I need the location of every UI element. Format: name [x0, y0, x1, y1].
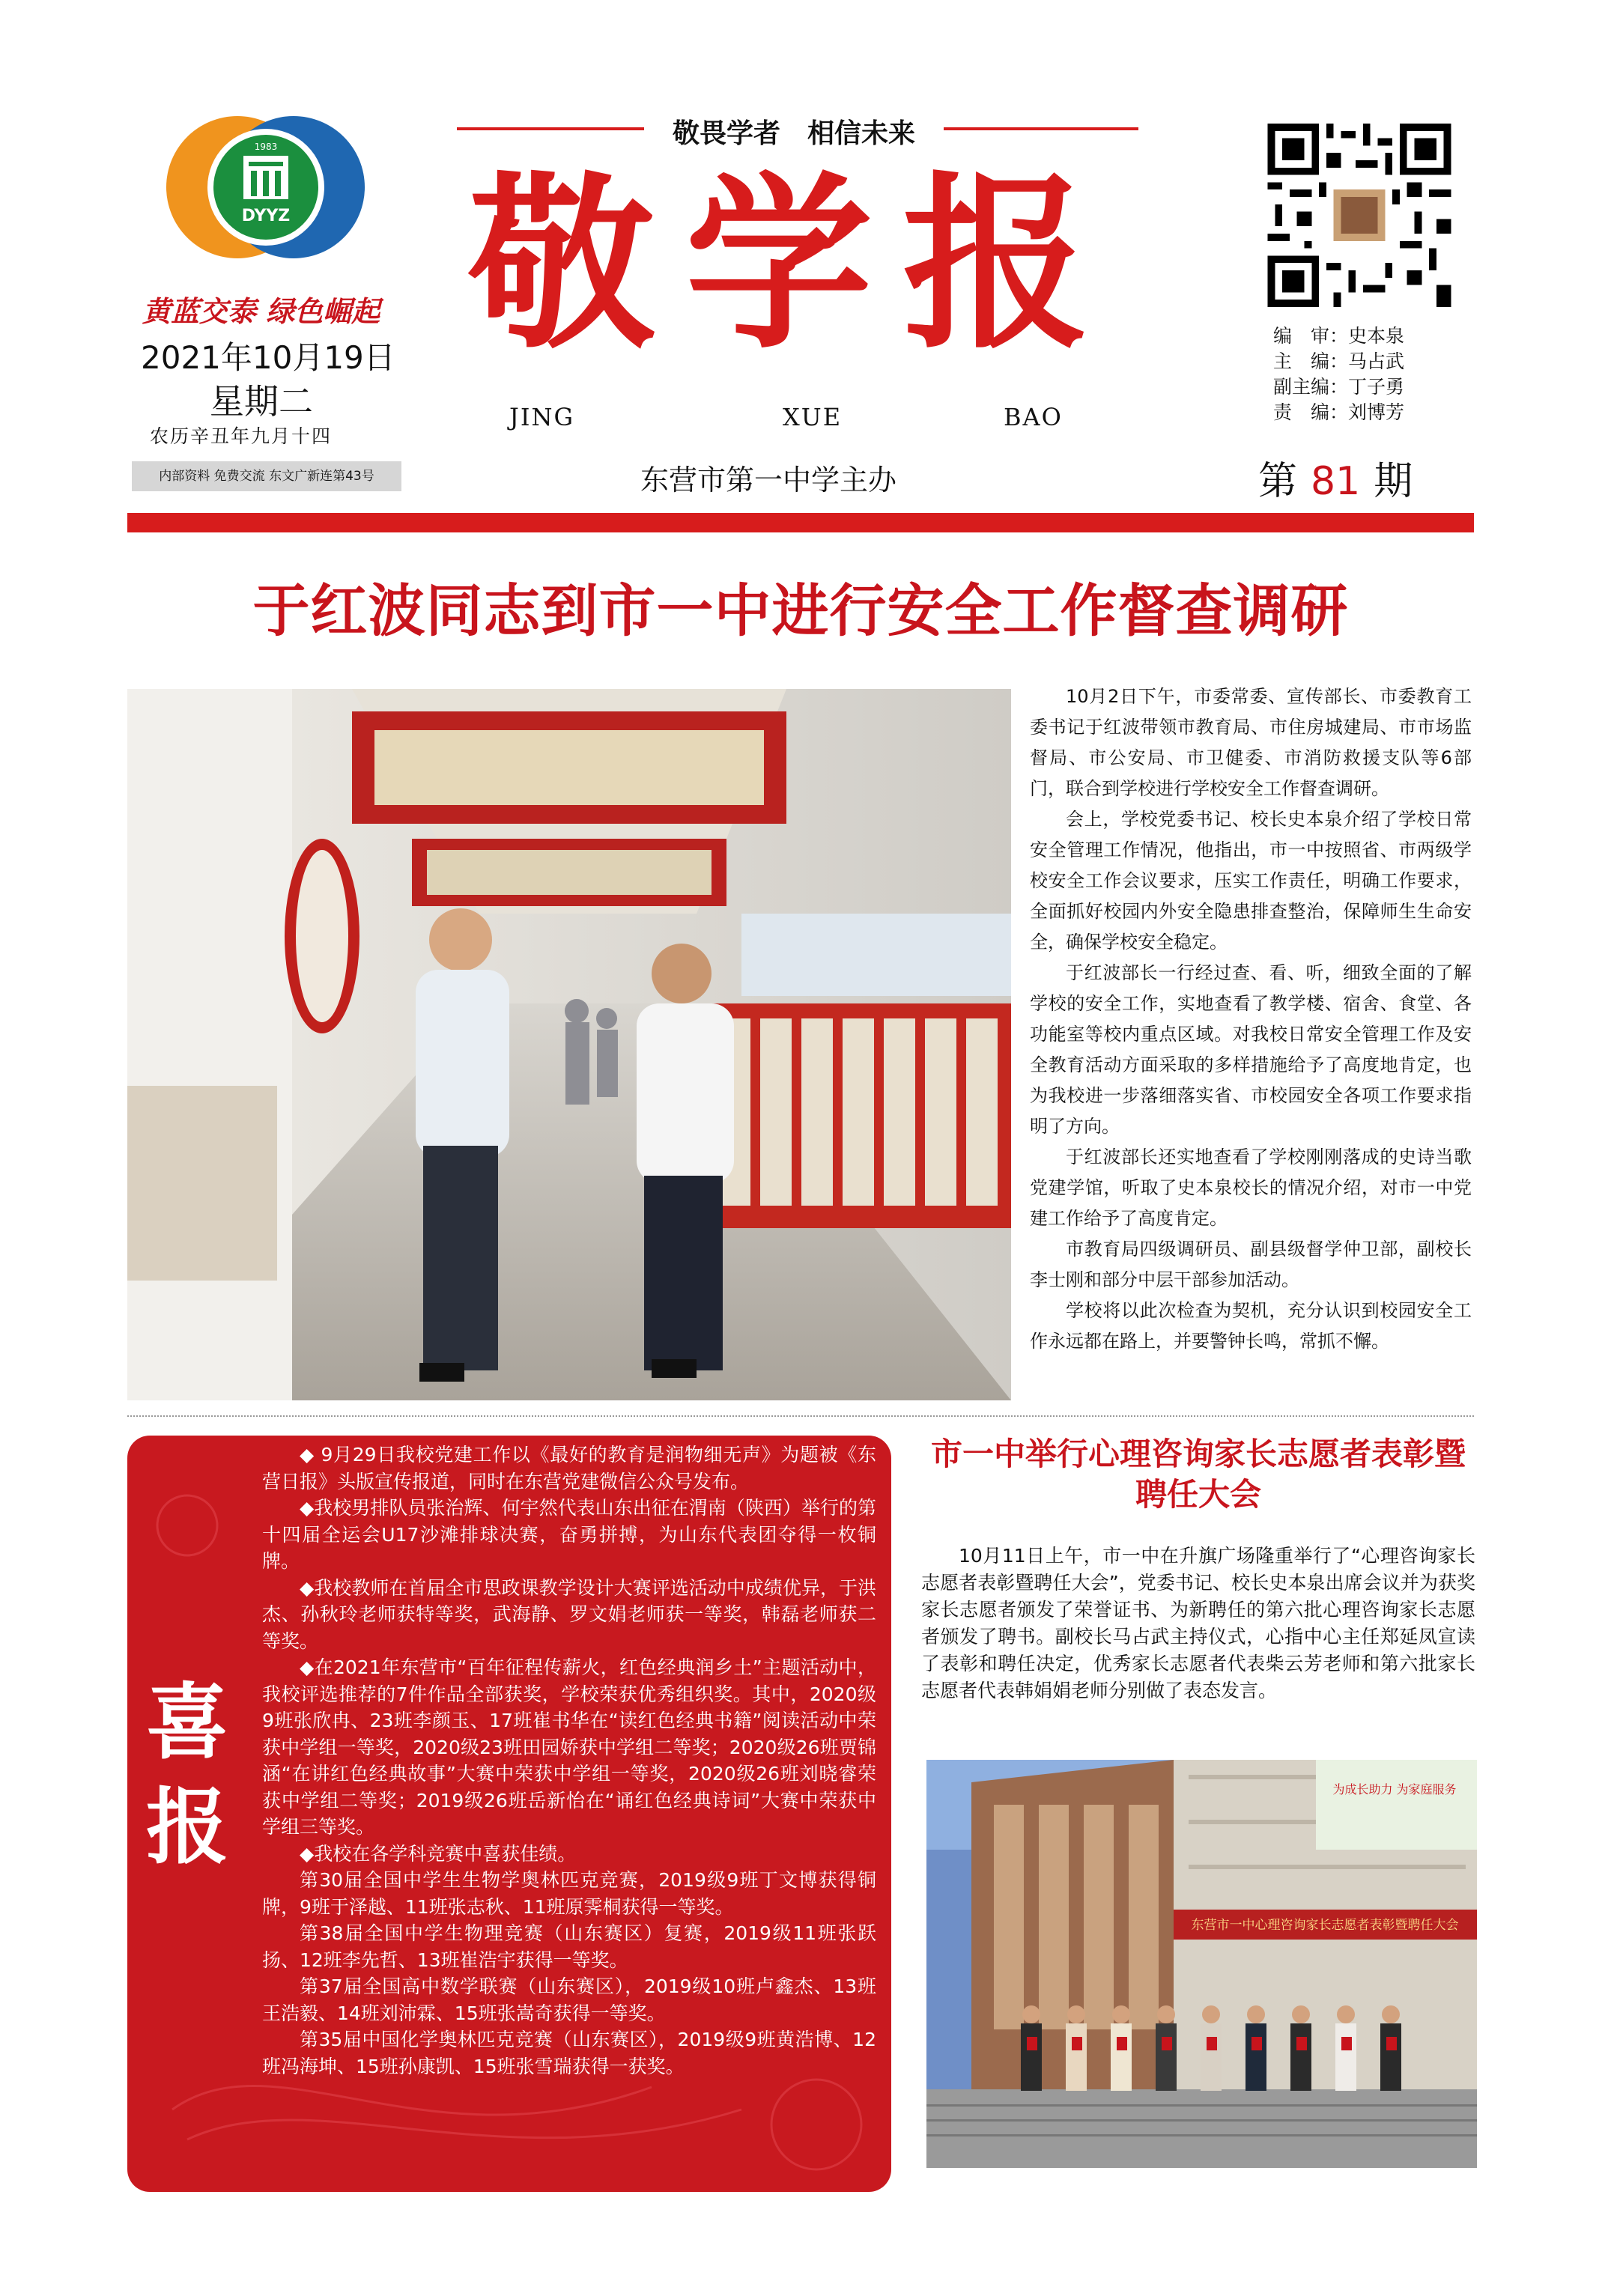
internal-note: 内部资料 免费交流 东文广新连第43号 — [132, 461, 401, 491]
pinyin-bao: BAO — [1004, 403, 1063, 431]
issue-suffix: 期 — [1374, 459, 1413, 504]
article2-title: 市一中举行心理咨询家长志愿者表彰暨聘任大会 — [930, 1436, 1466, 1513]
editor-chief: 主 编：马占武 — [1273, 350, 1405, 372]
person-left — [416, 908, 509, 1382]
editor-list — [1273, 324, 1404, 425]
person-right — [637, 944, 734, 1378]
issue-date: 2021年10月19日 — [141, 339, 395, 376]
issue-prefix: 第 — [1258, 459, 1298, 504]
photo-banner-text: 东营市一中心理咨询家长志愿者表彰暨聘任大会 — [1191, 1918, 1459, 1933]
good-news-item: 第30届全国中学生生物学奥林匹克竞赛，2019级9班丁文博获得铜牌，9班于泽越、11班张志秋、11班原霁桐获得一等奖。 — [262, 1869, 876, 1918]
good-news-item: ◆我校男排队员张治辉、何宇然代表山东出征在渭南（陕西）举行的第十四届全运会U17沙滩排球决赛，奋勇拼搏，为山东代表团夺得一枚铜牌。 — [262, 1497, 876, 1572]
ceremony-photo — [926, 1760, 1477, 2168]
slogan: 敬畏学者 相信未来 — [672, 118, 915, 149]
issue-weekday: 星期二 — [210, 381, 313, 422]
masthead-divider — [127, 513, 1474, 532]
pinyin-jing: JING — [509, 403, 575, 431]
newspaper-title-text: 敬学报 — [468, 157, 1120, 374]
article-volunteer-ceremony — [921, 1543, 1475, 1704]
sponsor: 东营市第一中学主办 — [640, 464, 897, 496]
main-headline: 于红波同志到市一中进行安全工作督查调研 — [252, 577, 1349, 644]
article1-paragraph: 会上，学校党委书记、校长史本泉介绍了学校日常安全管理工作情况，他指出，市一中按照省、市两级学校安全工作会议要求，压实工作责任，明确工作要求，全面抓好校园内外安全隐患排查整治，保障师生生命安全，确保学校安全稳定。 — [1030, 809, 1472, 953]
school-logo — [166, 112, 365, 262]
good-news-list — [262, 1442, 876, 2080]
good-news-item: ◆ 9月29日我校党建工作以《最好的教育是润物细无声》为题被《东营日报》头版宣传报道，同时在东营党建微信公众号发布。 — [262, 1444, 876, 1492]
motto-left: 黄蓝交泰 绿色崛起 — [142, 294, 380, 328]
good-news-item: ◆我校在各学科竞赛中喜获佳绩。 — [300, 1842, 577, 1865]
editor-reviewer: 编 审：史本泉 — [1273, 325, 1405, 347]
editor-responsible: 责 编：刘博芳 — [1273, 401, 1405, 423]
pinyin-xue: XUE — [783, 403, 843, 431]
slogan-rule-left — [457, 127, 644, 130]
article1-paragraph: 学校将以此次检查为契机，充分认识到校园安全工作永远都在路上，并要警钟长鸣，常抓不懈。 — [1030, 1300, 1472, 1352]
issue-number — [1258, 449, 1413, 505]
good-news-label-char: 喜 — [146, 1674, 228, 1770]
article1-paragraph: 10月2日下午，市委常委、宣传部长、市委教育工委书记于红波带领市教育局、市住房城建局、市市场监督局、市公安局、市卫健委、市消防救援支队等6部门，联合到学校进行学校安全工作督查调研。 — [1030, 686, 1472, 799]
article1-paragraph: 于红波部长还实地查看了学校刚刚落成的史诗当歌党建学馆，听取了史本泉校长的情况介绍，对市一中党建工作给予了高度肯定。 — [1030, 1147, 1472, 1229]
issue-value: 81 — [1311, 459, 1361, 504]
good-news-item: ◆在2021年东营市“百年征程传薪火，红色经典润乡土”主题活动中，我校评选推荐的7件作品全部获奖，学校荣获优秀组织奖。其中，2020级9班张欣冉、23班李颜玉、17班崔书华在“读红色经典书籍”阅读活动中荣获中学组一等奖，2020级23班田园娇获中学组二等奖；2020级26班贾锦涵“在讲红色经典故事”大赛中荣获中学组一等奖，2020级26班刘晓睿荣获中学组二等奖；2019级26班岳新怡在“诵红色经典诗词”大赛中荣获中学组三等奖。 — [262, 1656, 876, 1838]
article1-paragraph: 于红波部长一行经过查、看、听，细致全面的了解学校的安全工作，实地查看了教学楼、宿舍、食堂、各功能室等校内重点区域。对我校日常安全管理工作及安全教育活动方面采取的多样措施给予了高度地肯定，也为我校进一步落细落实省、市校园安全各项工作要求指明了方向。 — [1030, 962, 1472, 1137]
good-news-item: 第35届中国化学奥林匹克竞赛（山东赛区），2019级9班黄浩博、12班冯海坤、15班孙康凯、15班张雪瑞获得一获奖。 — [262, 2029, 876, 2077]
section-divider — [127, 1415, 1474, 1417]
good-news-item: ◆我校教师在首届全市思政课教学设计大赛评选活动中成绩优异，于洪杰、孙秋玲老师获特等奖，武海静、罗文娟老师获一等奖，韩磊老师获二等奖。 — [262, 1576, 876, 1652]
article1-paragraph: 市教育局四级调研员、副县级督学仲卫部，副校长李士刚和部分中层干部参加活动。 — [1030, 1239, 1472, 1290]
good-news-label — [146, 1670, 228, 1880]
article2-paragraph: 10月11日上午，市一中在升旗广场隆重举行了“心理咨询家长志愿者表彰暨聘任大会”，党委书记、校长史本泉出席会议并为获奖家长志愿者颁发了荣誉证书、为新聘任的第六批心理咨询家长志愿者颁发了聘书。副校长马占武主持仪式，心指中心主任郑延凤宣读了表彰和聘任决定，优秀家长志愿者代表柴云芳老师和第六批家长志愿者代表韩娟娟老师分别做了表态发言。 — [921, 1545, 1475, 1701]
editor-deputy: 副主编：丁子勇 — [1273, 376, 1405, 398]
slogan-rule-right — [944, 127, 1138, 130]
qr-code[interactable] — [1266, 124, 1453, 307]
logo-text: DYYZ — [241, 207, 291, 225]
good-news-item: 第38届全国中学生物理竞赛（山东赛区）复赛，2019级11班张跃扬、12班李先哲、13班崔浩宇获得一等奖。 — [262, 1922, 876, 1971]
newspaper-title — [457, 157, 1131, 374]
logo-year: 1983 — [254, 142, 278, 152]
photo-sign-text: 为成长助力 为家庭服务 — [1332, 1782, 1457, 1797]
lunar-date: 农历辛丑年九月十四 — [150, 425, 333, 447]
article-safety-inspection — [1030, 681, 1472, 1357]
good-news-item: 第37届全国高中数学联赛（山东赛区），2019级10班卢鑫杰、13班王浩毅、14班刘沛霖、15班张嵩奇获得一等奖。 — [262, 1975, 876, 2024]
good-news-label-char: 报 — [146, 1779, 228, 1875]
inspection-photo — [127, 689, 1011, 1400]
